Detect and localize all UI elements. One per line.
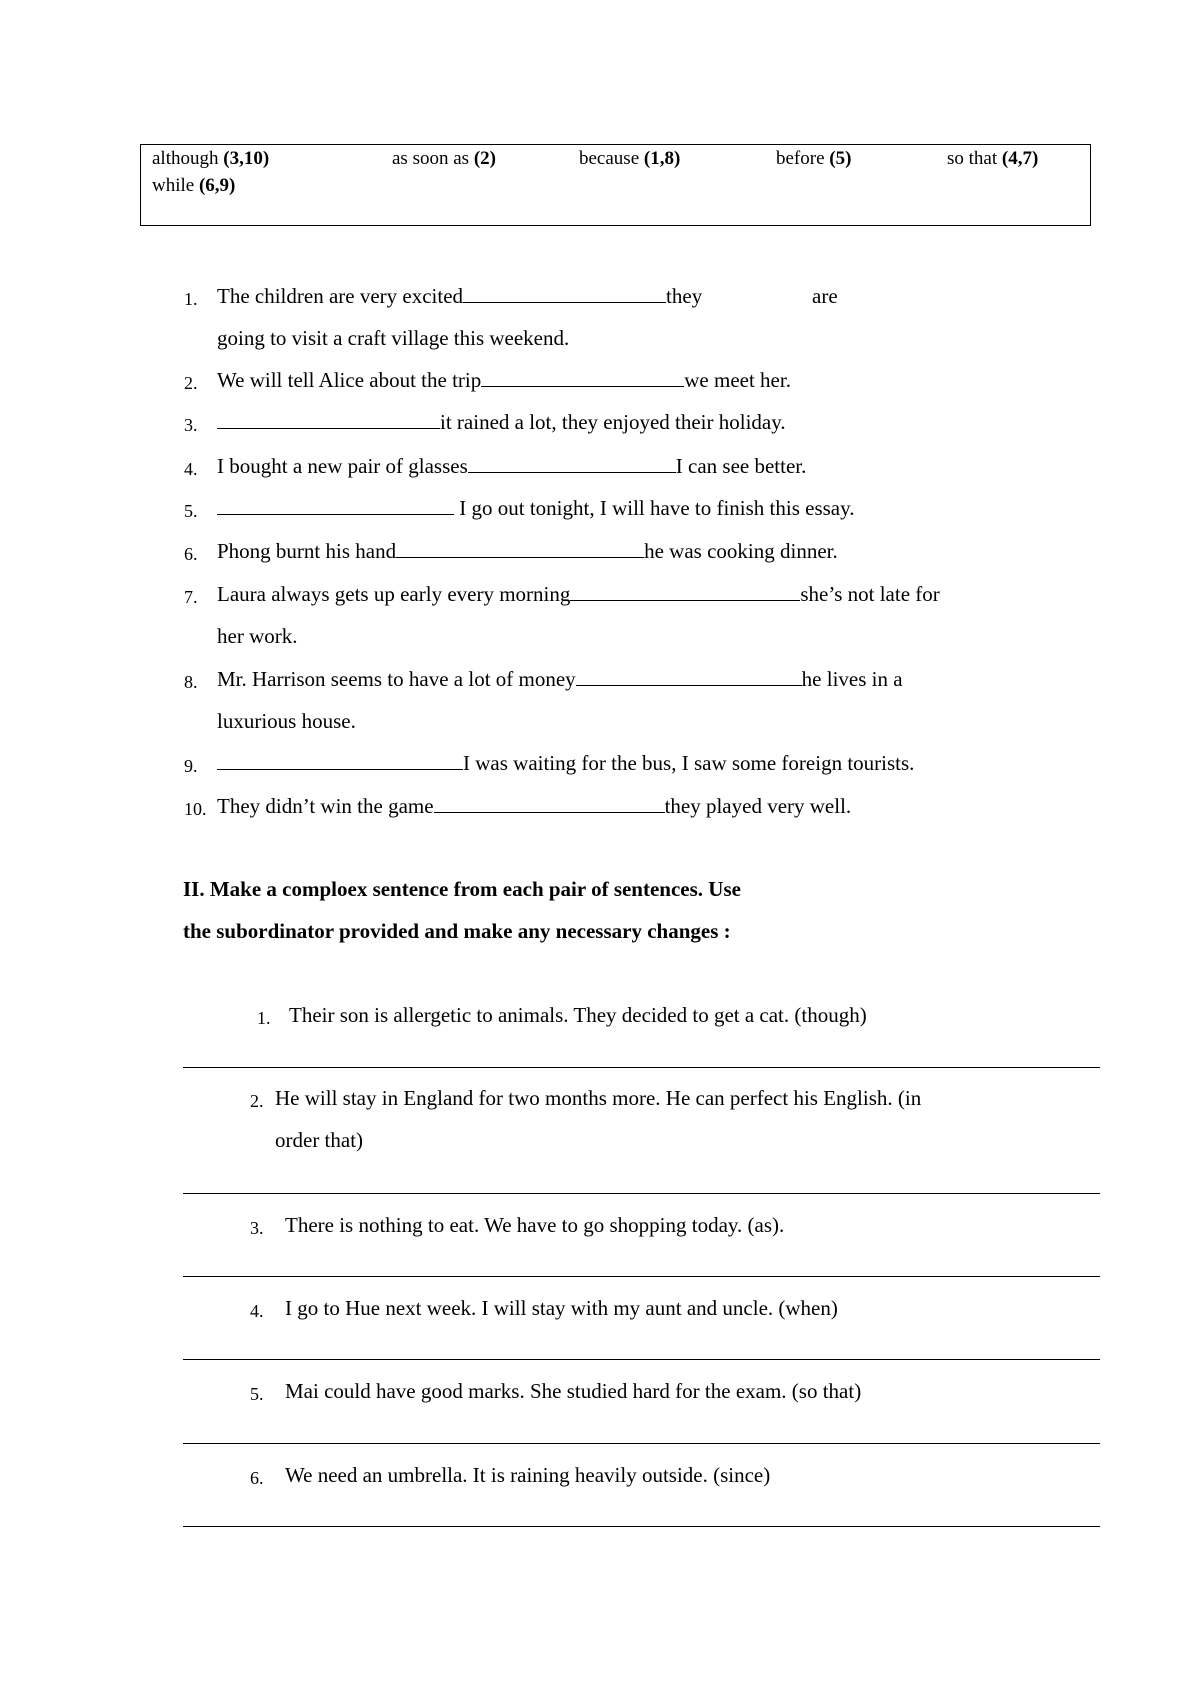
question-number: 3. [184,415,198,435]
question-3: it rained a lot, they enjoyed their holiday. [217,410,786,435]
question-8-line2: luxurious house. [217,709,356,733]
item-number: 6. [250,1468,264,1488]
answer-blank[interactable] [434,794,665,813]
question-number: 2. [184,373,198,393]
question-number: 7. [184,587,198,607]
question-number: 5. [184,501,198,521]
word-box-item: so that (4,7) [947,148,1039,169]
item-2: He will stay in England for two months more. He can perfect his English. (in [275,1086,922,1110]
answer-blank[interactable] [463,284,666,303]
answer-line[interactable] [183,1526,1100,1527]
question-8: Mr. Harrison seems to have a lot of money he lives in a [217,667,903,691]
item-number: 5. [250,1384,264,1404]
answer-line[interactable] [183,1067,1100,1068]
answer-blank[interactable] [396,539,644,558]
answer-blank[interactable] [570,582,800,601]
question-9: I was waiting for the bus, I saw some foreign tourists. [217,751,914,776]
answer-line[interactable] [183,1443,1100,1444]
answer-blank[interactable] [576,667,802,686]
answer-line[interactable] [183,1276,1100,1277]
question-1-line2: going to visit a craft village this weekend. [217,326,570,350]
question-5: I go out tonight, I will have to finish this essay. [217,496,855,521]
item-3: There is nothing to eat. We have to go shopping today. (as). [285,1213,785,1237]
item-number: 1. [257,1008,271,1028]
word-box-item: because (1,8) [579,148,681,169]
answer-blank[interactable] [481,368,684,387]
item-1: Their son is allergetic to animals. They decided to get a cat. (though) [289,1003,867,1027]
answer-blank[interactable] [217,751,463,770]
item-number: 3. [250,1218,264,1238]
answer-line[interactable] [183,1193,1100,1194]
answer-line[interactable] [183,1359,1100,1360]
word-box-item: before (5) [776,148,852,169]
question-4: I bought a new pair of glasses I can see better. [217,454,807,478]
answer-blank[interactable] [217,410,440,429]
item-4: I go to Hue next week. I will stay with my aunt and uncle. (when) [285,1296,838,1320]
question-1: The children are very excited they [217,284,703,308]
question-number: 9. [184,756,198,776]
question-6: Phong burnt his hand he was cooking dinner. [217,539,838,563]
item-6: We need an umbrella. It is raining heavily outside. (since) [285,1463,771,1487]
word-box-item: although (3,10) [152,148,270,169]
item-number: 2. [250,1091,264,1111]
question-number: 6. [184,544,198,564]
word-box-item: while (6,9) [152,175,236,196]
question-2: We will tell Alice about the trip we meet her. [217,368,791,392]
question-number: 1. [184,289,198,309]
question-7-line2: her work. [217,624,298,648]
question-number: 8. [184,672,198,692]
item-2-line2: order that) [275,1128,364,1152]
question-number: 4. [184,459,198,479]
item-5: Mai could have good marks. She studied hard for the exam. (so that) [285,1379,862,1403]
answer-blank[interactable] [217,496,454,515]
item-number: 4. [250,1301,264,1321]
question-10: They didn’t win the game they played very well. [217,794,852,818]
question-number: 10. [184,799,207,819]
question-7: Laura always gets up early every morning she’s not late for [217,582,940,606]
question-1-continuation: are [812,284,838,308]
section-heading-line2: the subordinator provided and make any necessary changes : [183,919,731,943]
word-box-item: as soon as (2) [392,148,496,169]
section-heading: II. Make a comploex sentence from each pair of sentences. Use [183,877,741,901]
answer-blank[interactable] [468,454,676,473]
